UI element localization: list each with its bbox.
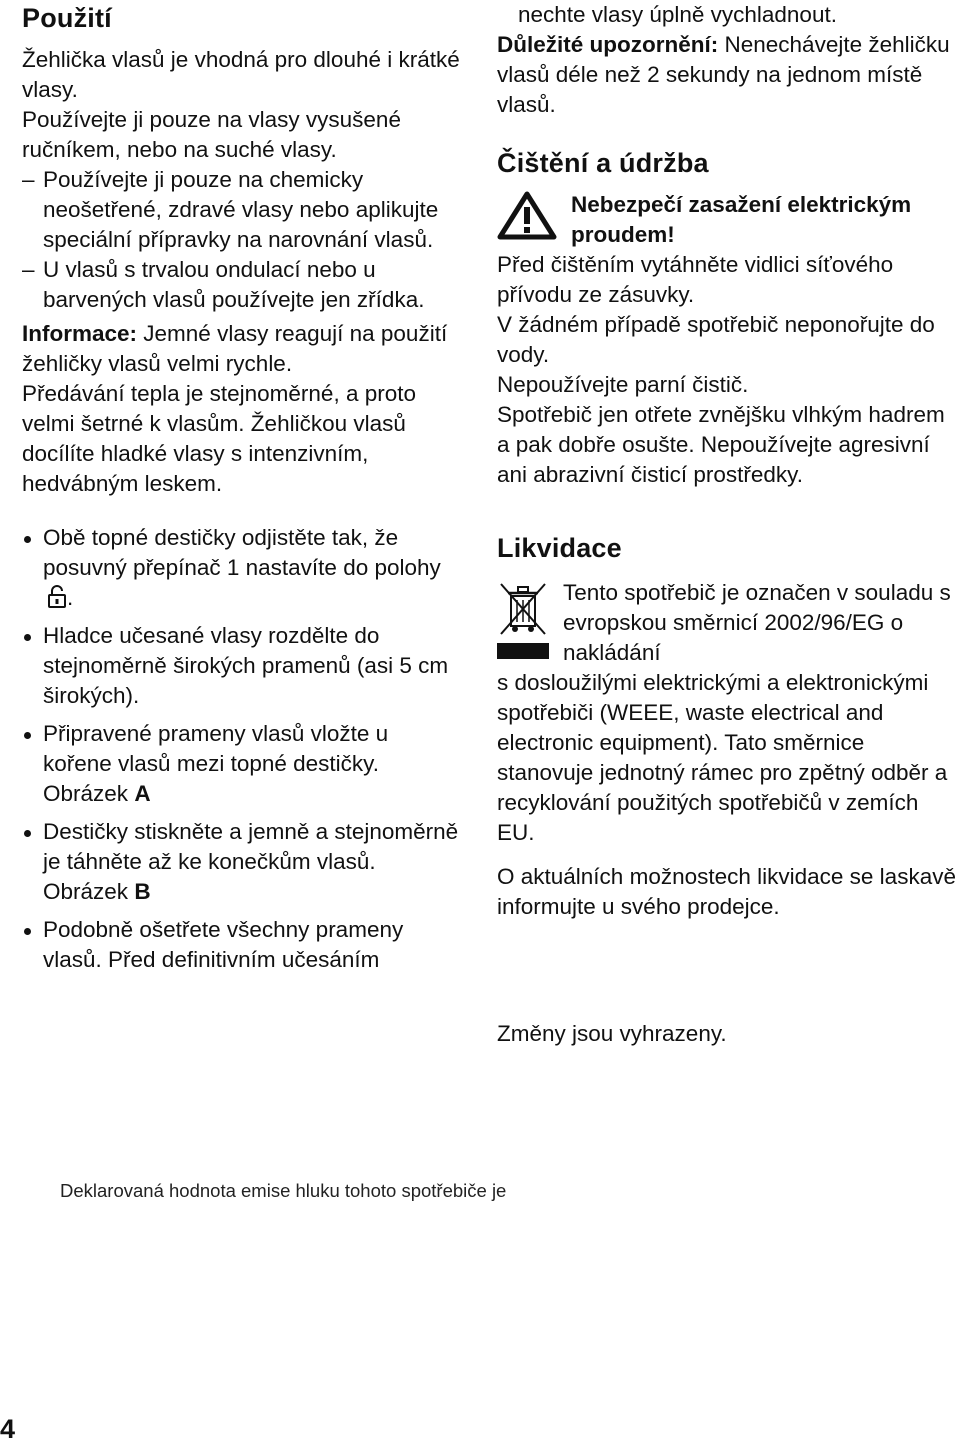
instruction-item xyxy=(22,915,462,975)
cleaning-paragraph-3: Nepoužívejte parní čistič. xyxy=(497,372,749,397)
bullet-dot xyxy=(24,634,31,641)
dash-item-text: U vlasů s trvalou ondulací nebo u barvených vlasů používejte jen zřídka. xyxy=(43,257,425,312)
figure-ref-a: A xyxy=(134,781,151,806)
bullet-dot xyxy=(24,928,31,935)
info-paragraph-2: Předávání tepla je stejnoměrné, a proto velmi šetrné k vlasům. Žehličkou vlasů docílíte hladké vlasy s intenzivním, hedvábným leskem. xyxy=(22,381,416,496)
page-number: 4 xyxy=(0,1414,16,1444)
instruction-text: Obě topné destičky odjistěte tak, že posuvný přepínač 1 nastavíte do polohy xyxy=(43,525,441,580)
instruction-text-end: . xyxy=(67,585,74,610)
disposal-block xyxy=(497,578,957,668)
bullet-dot xyxy=(24,830,31,837)
instruction-text: Připravené prameny vlasů vložte u kořene vlasů mezi topné destičky. xyxy=(43,721,389,776)
figure-ref-b: B xyxy=(134,879,151,904)
instruction-list xyxy=(22,523,462,975)
changes-note: Změny jsou vyhrazeny. xyxy=(497,1021,727,1046)
figure-ref-prefix: Obrázek xyxy=(43,781,129,806)
continuation-text: nechte vlasy úplně vychladnout. xyxy=(518,2,837,27)
left-column xyxy=(22,0,462,975)
warning-block xyxy=(497,190,957,250)
instruction-item xyxy=(22,719,462,809)
important-note xyxy=(497,30,957,120)
dash-symbol: – xyxy=(22,257,35,282)
instruction-item xyxy=(22,523,462,613)
info-text: Jemné vlasy reagují na použití žehličky vlasů velmi rychle. xyxy=(22,321,448,376)
section-title-cleaning: Čištění a údržba xyxy=(497,148,709,178)
intro-paragraph-1: Žehlička vlasů je vhodná pro dlouhé i krátké vlasy. xyxy=(22,47,460,102)
disposal-text: Tento spotřebič je označen v souladu s evropskou směrnicí 2002/96/EG o nakládání xyxy=(563,580,951,665)
dash-list xyxy=(22,165,462,315)
figure-ref-prefix: Obrázek xyxy=(43,879,129,904)
warning-triangle-icon xyxy=(497,190,557,240)
instruction-item xyxy=(22,621,462,711)
bullet-dot xyxy=(24,732,31,739)
instruction-item xyxy=(22,817,462,907)
cleaning-paragraph-1: Před čištěním vytáhněte vidlici síťového přívodu ze zásuvky. xyxy=(497,252,894,307)
dash-item xyxy=(22,255,462,315)
bullet-dot xyxy=(24,536,31,543)
important-label: Důležité upozornění: xyxy=(497,32,719,57)
unlock-icon xyxy=(47,585,67,609)
instruction-text: Destičky stiskněte a jemně a stejnoměrně je táhněte až ke konečkům vlasů. xyxy=(43,819,459,874)
cleaning-paragraph-4: Spotřebič jen otřete zvnějšku vlhkým hadrem a pak dobře osušte. Nepoužívejte agresivní ani abrazivní čisticí prostředky. xyxy=(497,402,945,487)
instruction-text: Hladce učesané vlasy rozdělte do stejnoměrně širokých pramenů (asi 5 cm širokých). xyxy=(43,623,449,708)
crossed-bin-icon xyxy=(497,580,549,638)
disposal-info: O aktuálních možnostech likvidace se laskavě informujte u svého prodejce. xyxy=(497,864,956,919)
dash-item-text: Používejte ji pouze na chemicky neošetřené, zdravé vlasy nebo aplikujte speciální přípravky na narovnání vlasů. xyxy=(43,167,439,252)
instruction-text: Podobně ošetřete všechny prameny vlasů. Před definitivním učesáním xyxy=(43,917,404,972)
dash-symbol: – xyxy=(22,167,35,192)
right-column xyxy=(497,0,957,1049)
important-text: Nenechávejte žehličku vlasů déle než 2 sekundy na jednom místě vlasů. xyxy=(497,32,950,117)
intro-paragraph-2: Používejte ji pouze na vlasy vysušené ručníkem, nebo na suché vlasy. xyxy=(22,107,401,162)
info-paragraph xyxy=(22,319,462,379)
warning-text: Nebezpečí zasažení elektrickým proudem! xyxy=(571,192,912,247)
noise-emission-text: Deklarovaná hodnota emise hluku tohoto spotřebiče je xyxy=(60,1180,507,1201)
section-title-disposal: Likvidace xyxy=(497,533,622,563)
info-label: Informace: xyxy=(22,321,138,346)
section-title-use: Použití xyxy=(22,3,112,33)
disposal-paragraph: s dosloužilými elektrickými a elektronickými spotřebiči (WEEE, waste electrical and electronic equipment). Tato směrnice stanovuje jednotný rámec pro zpětný odběr a recyklování použitých spotřebičů v zemích EU. xyxy=(497,670,948,845)
cleaning-paragraph-2: V žádném případě spotřebič neponořujte do vody. xyxy=(497,312,935,367)
dash-item xyxy=(22,165,462,255)
weee-bar xyxy=(497,643,549,659)
